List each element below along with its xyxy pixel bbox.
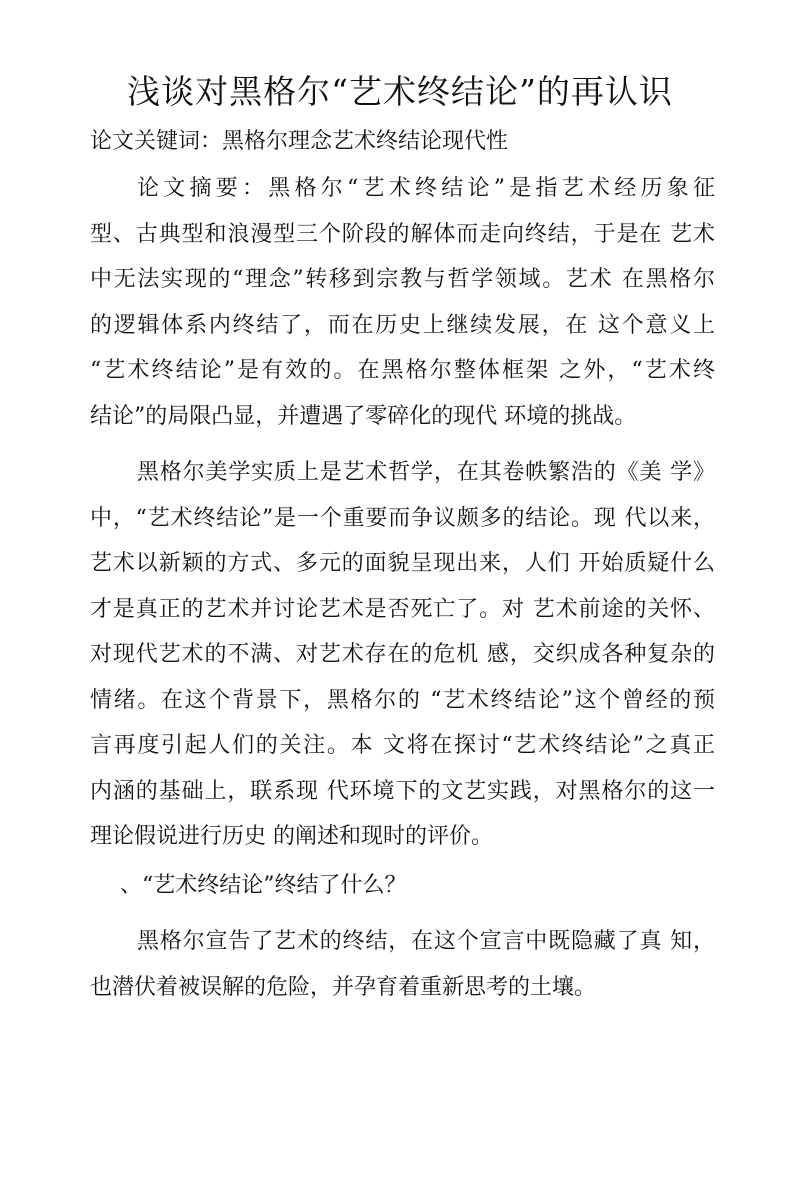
document-title: 浅谈对黑格尔“艺术终结论”的再认识 [127, 72, 673, 111]
keywords-line: 论文关键词：黑格尔理念艺术终结论现代性 [90, 129, 509, 154]
abstract-line: 型、古典型和浪漫型三个阶段的解体而走向终结，于是在 艺术 [90, 221, 715, 247]
section-line: 黑格尔宣告了艺术的终结，在这个宣言中既隐藏了真 知， [137, 929, 715, 954]
abstract-line: 的逻辑体系内终结了，而在历史上继续发展，在 这个意义上 [90, 312, 715, 338]
abstract-line: 中无法实现的“理念”转移到宗教与哲学领域。艺术 在黑格尔 [90, 267, 715, 292]
intro-line: 理论假说进行历史 的阐述和现时的评价。 [90, 824, 493, 849]
abstract-line: 论文摘要：黑格尔“艺术终结论”是指艺术经历象征 [137, 176, 715, 201]
intro-line: 黑格尔美学实质上是艺术哲学，在其卷帙繁浩的《美 学》 [137, 460, 715, 485]
abstract-line: 结论”的局限凸显，并遭遇了零碎化的现代 环境的挑战。 [90, 403, 637, 429]
abstract-paragraph [90, 166, 715, 439]
intro-paragraph [90, 450, 715, 860]
section-heading: 、“艺术终结论”终结了什么？ [120, 873, 407, 898]
intro-line: 内涵的基础上，联系现 代环境下的文艺实践，对黑格尔的这一 [90, 778, 715, 804]
intro-line: 情绪。在这个背景下，黑格尔的 “艺术终结论”这个曾经的预 [90, 687, 715, 713]
abstract-line: “艺术终结论”是有效的。在黑格尔整体框架 之外，“艺术终 [90, 358, 715, 383]
intro-line: 中，“艺术终结论”是一个重要而争议颇多的结论。现 代以来， [90, 505, 715, 531]
intro-line: 才是真正的艺术并讨论艺术是否死亡了。对 艺术前途的关怀、 [90, 596, 715, 622]
intro-line: 言再度引起人们的关注。本 文将在探讨“艺术终结论”之真正 [90, 733, 715, 758]
intro-line: 艺术以新颖的方式、多元的面貌呈现出来，人们 开始质疑什么 [90, 551, 715, 576]
section-line: 也潜伏着被误解的危险，并孕育着重新思考的土壤。 [90, 974, 597, 1000]
intro-line: 对现代艺术的不满、对艺术存在的危机 感，交织成各种复杂的 [90, 642, 715, 667]
section-paragraph [90, 919, 715, 1010]
